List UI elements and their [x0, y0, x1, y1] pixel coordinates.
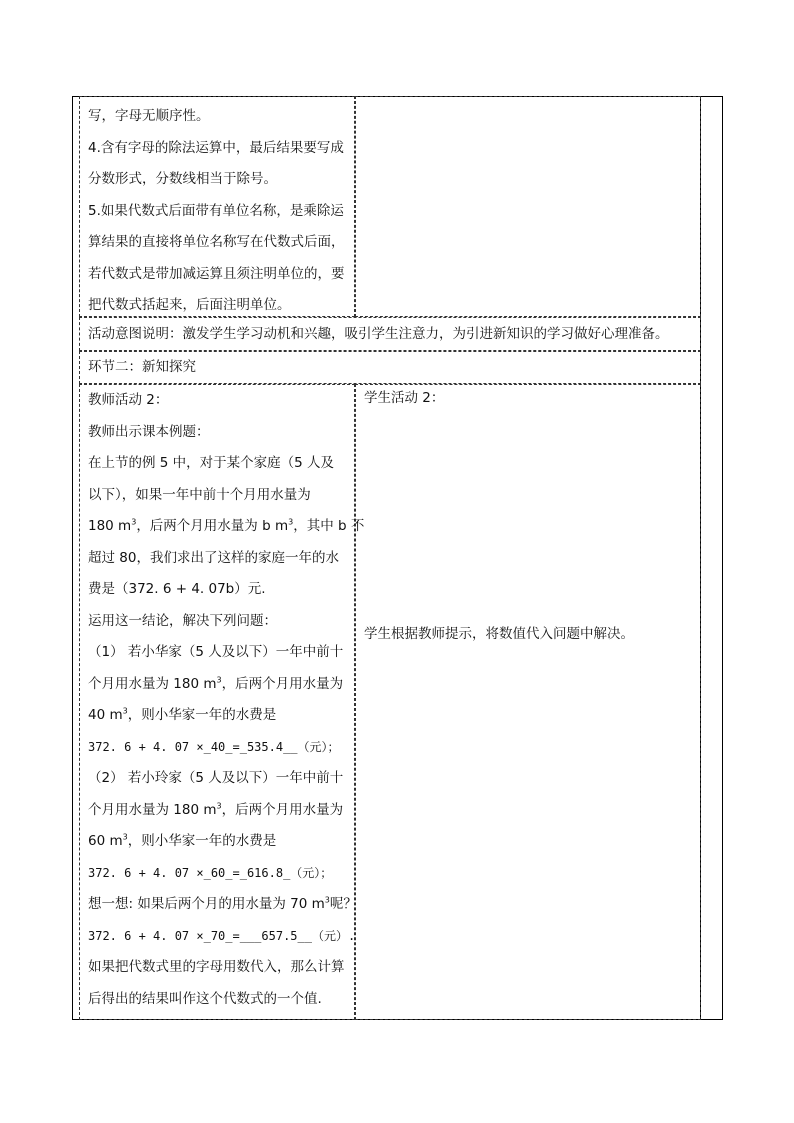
conclusion-line: 后得出的结果叫作这个代数式的一个值. [88, 990, 322, 1007]
question-2-line [88, 826, 346, 858]
superscript: 3 [216, 801, 222, 810]
rules-line: 写，字母无顺序性。 [88, 108, 210, 124]
think-question [88, 889, 357, 921]
text-part: ，则小华家一年的水费是 [127, 707, 277, 723]
rules-line: 分数形式，分数线相当于除号。 [88, 171, 277, 187]
text-part: ，则小华家一年的水费是 [127, 833, 277, 849]
question-2-line [88, 795, 346, 827]
rules-line: 把代数式括起来，后面注明单位。 [88, 297, 291, 313]
text-part: 180 m [88, 518, 132, 534]
student-activity-title: 学生活动 2： [364, 390, 445, 406]
teacher-line: 超过 80，我们求出了这样的家庭一年的水 [88, 549, 339, 566]
rules-line: 4.含有字母的除法运算中，最后结果要写成 [88, 139, 344, 156]
teacher-activity-cell [79, 384, 365, 1020]
conclusion-line: 如果把代数式里的字母用数代入，那么计算 [88, 959, 345, 975]
question-1-line [88, 669, 346, 701]
teacher-activity-title: 教师活动 2： [88, 392, 169, 408]
superscript: 3 [122, 706, 128, 716]
teacher-line: 以下），如果一年中前十个月用水量为 [88, 486, 311, 503]
teacher-line: 运用这一结论，解决下列问题： [88, 612, 277, 629]
empty-cell [355, 96, 701, 317]
rules-line: 5.如果代数式后面带有单位名称，是乘除运 [88, 202, 344, 219]
rules-line: 若代数式是带加减运算且须注明单位的，要 [88, 265, 345, 282]
text-part: ，其中 b 不 [293, 518, 365, 534]
teacher-line: 在上节的例 5 中，对于某个家庭（5 人及 [88, 455, 335, 471]
superscript: 3 [288, 517, 294, 527]
text-part: ，后两个月用水量为 [221, 675, 344, 692]
question-1-line [88, 700, 346, 732]
student-activity-text: 学生根据教师提示，将数值代入问题中解决。 [364, 626, 634, 642]
section-title: 环节二：新知探究 [88, 359, 196, 375]
teacher-line: 费是（372. 6 + 4. 07b）元. [88, 581, 266, 597]
teacher-line: 教师出示课本例题： [88, 423, 210, 440]
text-part: ，后两个月用水量为 b m [136, 518, 289, 534]
superscript: 3 [122, 832, 128, 842]
table-border-left [72, 96, 73, 1020]
teacher-line [88, 511, 365, 543]
text-part: 60 m [88, 833, 123, 849]
text-part: 40 m [88, 707, 123, 723]
student-activity-cell [355, 384, 701, 1020]
text-part: 想一想: 如果后两个月的用水量为 70 m [88, 896, 325, 912]
table-border-right [722, 96, 723, 1020]
superscript: 3 [131, 517, 137, 527]
question-2-line: （2） 若小玲家（5 人及以下）一年中前十 [88, 770, 344, 786]
question-2-answer: 372. 6 + 4. 07 ×_60_=_616.8_（元）； [88, 865, 333, 880]
rules-cell [79, 96, 355, 317]
rules-line: 算结果的直接将单位名称写在代数式后面， [88, 234, 345, 250]
question-1-answer: 372. 6 + 4. 07 ×_40_=_535.4__（元）； [88, 739, 340, 754]
superscript: 3 [216, 675, 222, 684]
text-part: 个月用水量为 180 m [88, 801, 217, 818]
think-answer: 372. 6 + 4. 07 ×_70_=___657.5__（元）. [88, 928, 356, 943]
text-part: ，后两个月用水量为 [221, 801, 344, 818]
intent-text: 活动意图说明：激发学生学习动机和兴趣，吸引学生注意力，为引进新知识的学习做好心理准备。 [88, 326, 669, 342]
superscript: 3 [324, 895, 330, 905]
activity-intent-note [79, 317, 701, 351]
question-1-line: （1） 若小华家（5 人及以下）一年中前十 [88, 644, 344, 660]
text-part: 呢？ [329, 896, 357, 912]
section-header [79, 351, 701, 384]
text-part: 个月用水量为 180 m [88, 675, 217, 692]
